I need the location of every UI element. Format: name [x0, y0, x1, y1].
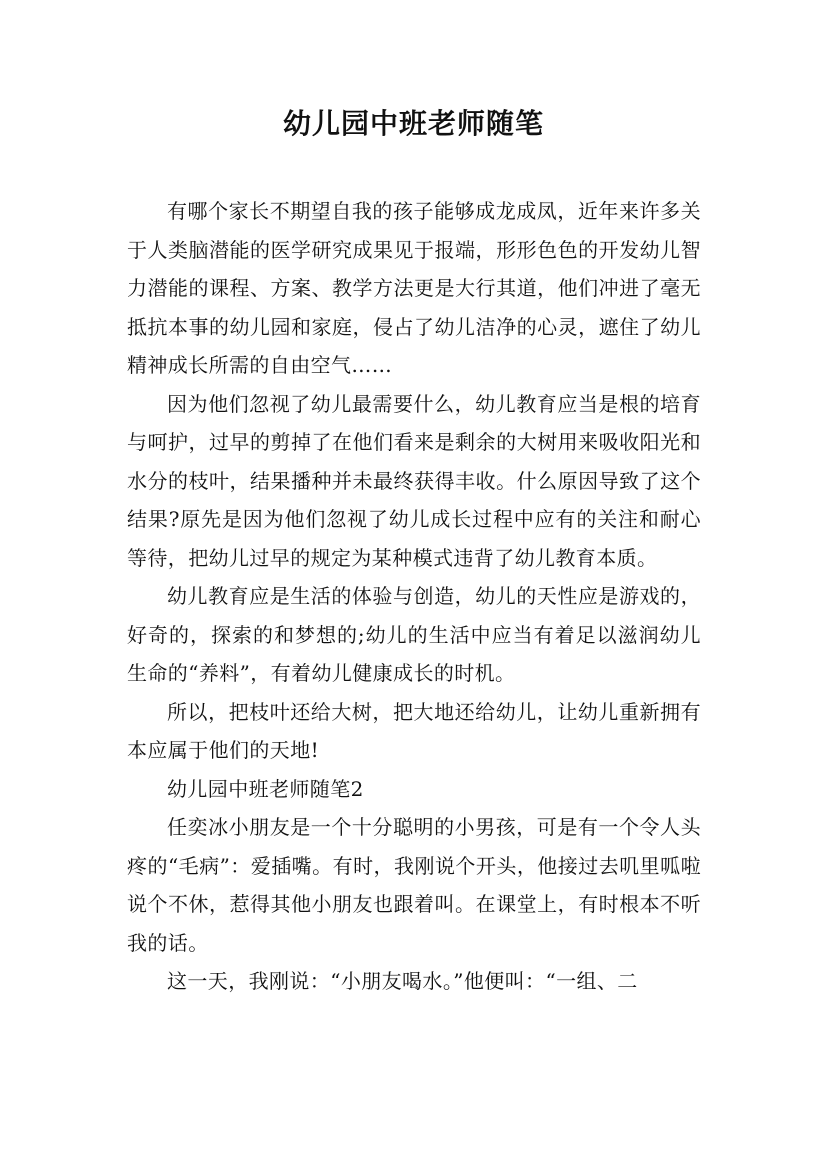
paragraph-5: 任奕冰小朋友是一个十分聪明的小男孩，可是有一个令人头疼的“毛病”：爱插嘴。有时，我刚说个开头，他接过去叽里呱啦说个不休，惹得其他小朋友也跟着叫。在课堂上，有时根本不听我的话。 [127, 815, 701, 955]
paragraph-4: 所以，把枝叶还给大树，把大地还给幼儿，让幼儿重新拥有本应属于他们的天地! [127, 699, 701, 762]
document-body [127, 192, 701, 1001]
paragraph-2: 因为他们忽视了幼儿最需要什么，幼儿教育应当是根的培育与呵护，过早的剪掉了在他们看来是剩余的大树用来吸收阳光和水分的枝叶，结果播种并未最终获得丰收。什么原因导致了这个结果?原先是因为他们忽视了幼儿成长过程中应有的关注和耐心等待，把幼儿过早的规定为某种模式违背了幼儿教育本质。 [127, 391, 701, 570]
document-title: 幼儿园中班老师随笔 [282, 107, 544, 140]
paragraph-3: 幼儿教育应是生活的体验与创造，幼儿的天性应是游戏的，好奇的，探索的和梦想的;幼儿的生活中应当有着足以滋润幼儿生命的“养料”，有着幼儿健康成长的时机。 [127, 584, 701, 685]
paragraph-6: 这一天，我刚说：“小朋友喝水。”他便叫：“一组、二 [167, 969, 638, 993]
section-heading-2: 幼儿园中班老师随笔2 [167, 776, 364, 801]
paragraph-1: 有哪个家长不期望自我的孩子能够成龙成凤，近年来许多关于人类脑潜能的医学研究成果见于报端，形形色色的开发幼儿智力潜能的课程、方案、教学方法更是大行其道，他们冲进了毫无抵抗本事的幼儿园和家庭，侵占了幼儿洁净的心灵，遮住了幼儿精神成长所需的自由空气…… [127, 199, 701, 377]
